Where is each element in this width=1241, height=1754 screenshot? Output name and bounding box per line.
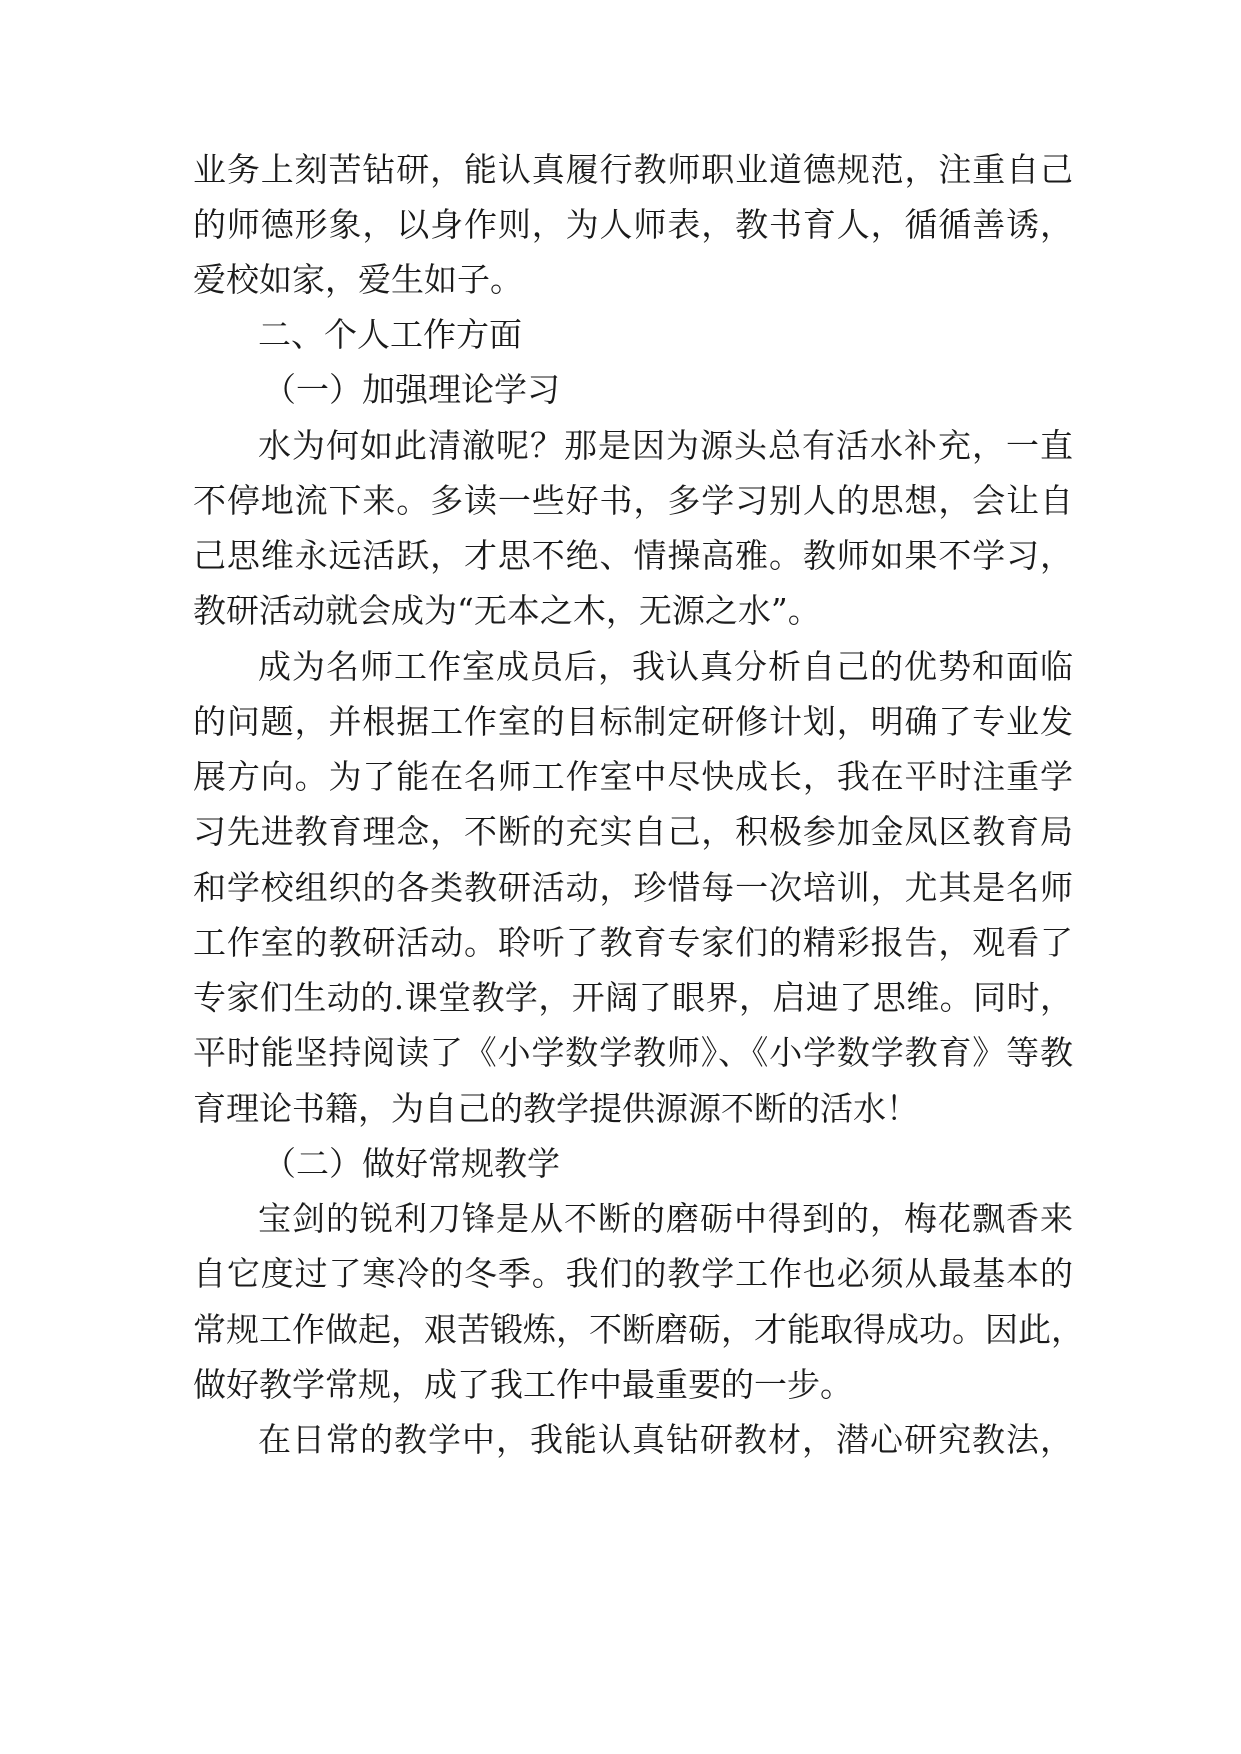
text-line: 爱校如家，爱生如子。: [193, 260, 523, 299]
text-line: 教研活动就会成为“无本之木，无源之水”。: [193, 591, 821, 630]
text-line: 水为何如此清澈呢？那是因为源头总有活水补充，一直: [258, 426, 1073, 465]
text-line: 己思维永远活跃，才思不绝、情操高雅。教师如果不学习，: [193, 536, 1073, 575]
text-line: 常规工作做起，艰苦锻炼，不断磨砺，才能取得成功。因此，: [193, 1310, 1084, 1349]
text-line: 成为名师工作室成员后，我认真分析自己的优势和面临: [258, 647, 1073, 686]
text-line: 自它度过了寒冷的冬季。我们的教学工作也必须从最基本的: [193, 1254, 1073, 1293]
text-line: 做好教学常规，成了我工作中最重要的一步。: [193, 1365, 853, 1404]
subsection-heading: （二）做好常规教学: [263, 1144, 560, 1183]
text-line: 习先进教育理念，不断的充实自己，积极参加金凤区教育局: [193, 812, 1073, 851]
text-line: 在日常的教学中，我能认真钻研教材，潜心研究教法，: [258, 1420, 1073, 1459]
text-line: 业务上刻苦钻研，能认真履行教师职业道德规范，注重自己: [193, 150, 1073, 189]
section-heading: 二、个人工作方面: [258, 315, 522, 354]
text-line: 平时能坚持阅读了《小学数学教师》、《小学数学教育》等教: [193, 1033, 1073, 1072]
text-line: 展方向。为了能在名师工作室中尽快成长，我在平时注重学: [193, 757, 1073, 796]
text-line: 育理论书籍，为自己的教学提供源源不断的活水！: [193, 1089, 919, 1128]
text-line: 宝剑的锐利刀锋是从不断的磨砺中得到的，梅花飘香来: [258, 1199, 1073, 1238]
text-line: 的师德形象，以身作则，为人师表，教书育人，循循善诱，: [193, 205, 1073, 244]
text-line: 专家们生动的.课堂教学，开阔了眼界，启迪了思维。同时，: [193, 978, 1073, 1017]
text-line: 工作室的教研活动。聆听了教育专家们的精彩报告，观看了: [193, 923, 1073, 962]
subsection-heading: （一）加强理论学习: [263, 370, 560, 409]
text-line: 和学校组织的各类教研活动，珍惜每一次培训，尤其是名师: [193, 868, 1073, 907]
text-line: 的问题，并根据工作室的目标制定研修计划，明确了专业发: [193, 702, 1073, 741]
text-line: 不停地流下来。多读一些好书，多学习别人的思想，会让自: [193, 481, 1073, 520]
